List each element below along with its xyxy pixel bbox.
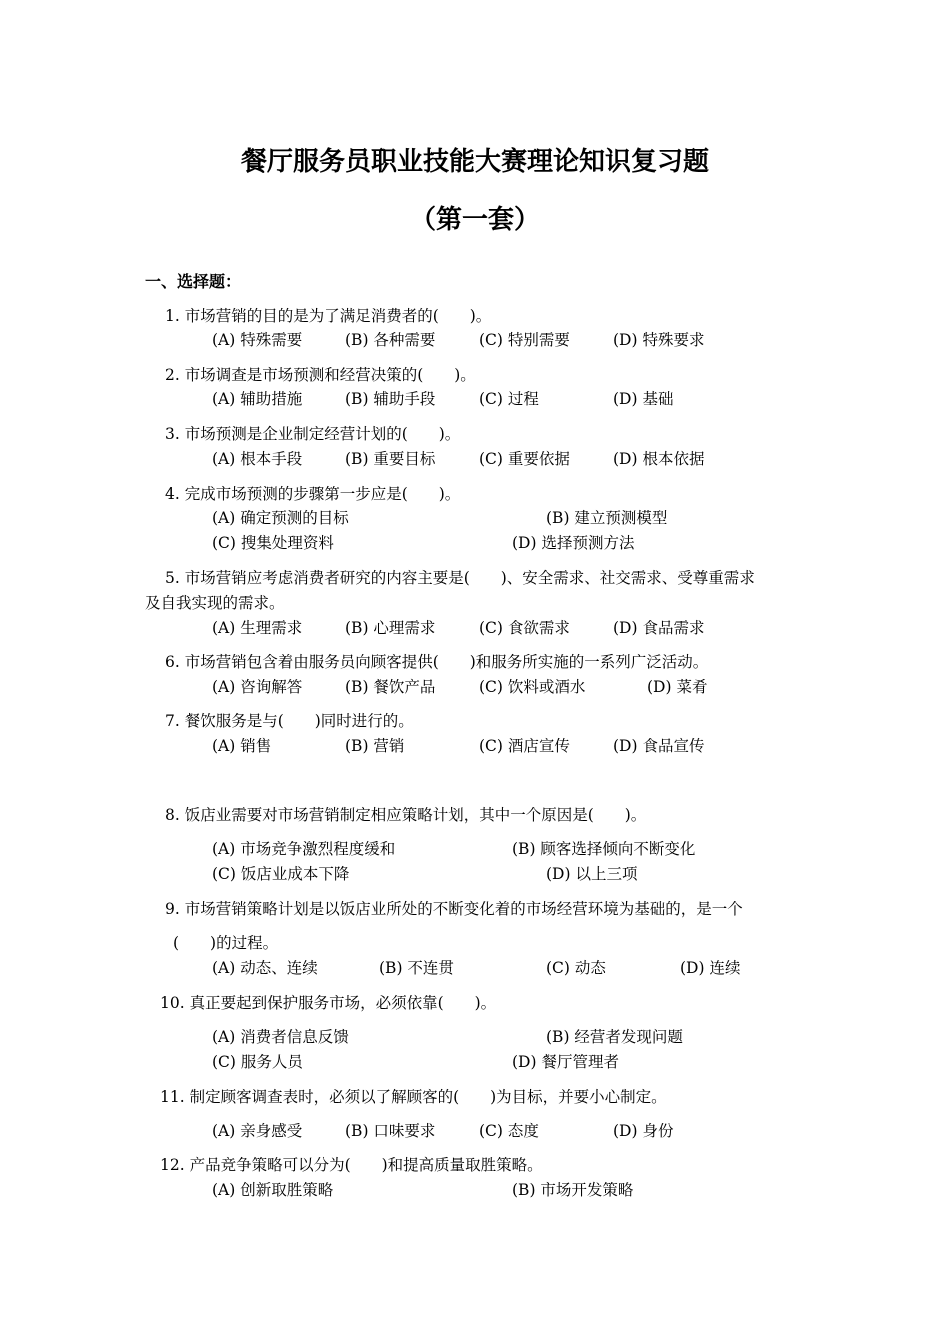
option-b: (B) 重要目标	[345, 450, 436, 468]
option-d: (D) 以上三项	[546, 865, 638, 883]
option-b: (B) 心理需求	[345, 619, 436, 637]
option-b: (B) 建立预测模型	[546, 509, 668, 527]
option-a: (A) 亲身感受	[212, 1122, 303, 1140]
option-a: (A) 消费者信息反馈	[212, 1028, 349, 1046]
option-d: (D) 基础	[613, 390, 674, 408]
option-d: (D) 餐厅管理者	[512, 1053, 619, 1071]
question-stem: 8. 饭店业需要对市场营销制定相应策略计划，其中一个原因是( )。	[165, 806, 647, 824]
option-c: (C) 服务人员	[212, 1053, 303, 1071]
option-b: (B) 营销	[345, 737, 405, 755]
option-d: (D) 食品需求	[613, 619, 705, 637]
question-stem: 2. 市场调查是市场预测和经营决策的( )。	[165, 366, 476, 384]
option-b: (B) 顾客选择倾向不断变化	[512, 840, 696, 858]
option-c: (C) 饭店业成本下降	[212, 865, 350, 883]
option-a: (A) 确定预测的目标	[212, 509, 349, 527]
option-a: (A) 辅助措施	[212, 390, 303, 408]
section-heading: 一、选择题：	[145, 272, 242, 291]
option-d: (D) 连续	[680, 959, 741, 977]
option-c: (C) 食欲需求	[479, 619, 570, 637]
option-c: (C) 酒店宣传	[479, 737, 570, 755]
option-b: (B) 各种需要	[345, 331, 436, 349]
option-a: (A) 特殊需要	[212, 331, 303, 349]
option-c: (C) 重要依据	[479, 450, 570, 468]
option-c: (C) 过程	[479, 390, 539, 408]
option-a: (A) 根本手段	[212, 450, 303, 468]
option-a: (A) 销售	[212, 737, 272, 755]
question-stem: 5. 市场营销应考虑消费者研究的内容主要是( )、安全需求、社交需求、受尊重需求	[165, 569, 755, 587]
question-stem: 12. 产品竞争策略可以分为( )和提高质量取胜策略。	[160, 1156, 543, 1174]
option-c: (C) 特别需要	[479, 331, 570, 349]
option-b: (B) 不连贯	[379, 959, 454, 977]
option-d: (D) 身份	[613, 1122, 674, 1140]
option-b: (B) 市场开发策略	[512, 1181, 634, 1199]
option-a: (A) 动态、连续	[212, 959, 318, 977]
question-stem: 9. 市场营销策略计划是以饭店业所处的不断变化着的市场经营环境为基础的，是一个	[165, 900, 743, 918]
option-b: (B) 经营者发现问题	[546, 1028, 683, 1046]
option-a: (A) 市场竞争激烈程度缓和	[212, 840, 396, 858]
option-c: (C) 态度	[479, 1122, 539, 1140]
question-stem: 10. 真正要起到保护服务市场，必须依靠( )。	[160, 994, 497, 1012]
option-b: (B) 口味要求	[345, 1122, 436, 1140]
question-stem-continued: 及自我实现的需求。	[145, 594, 285, 612]
question-stem: 6. 市场营销包含着由服务员向顾客提供( )和服务所实施的一系列广泛活动。	[165, 653, 709, 671]
option-d: (D) 菜肴	[647, 678, 708, 696]
option-a: (A) 咨询解答	[212, 678, 303, 696]
option-d: (D) 选择预测方法	[512, 534, 635, 552]
question-stem-continued: ( )的过程。	[173, 934, 279, 952]
option-c: (C) 搜集处理资料	[212, 534, 334, 552]
question-stem: 11. 制定顾客调查表时，必须以了解顾客的( )为目标，并要小心制定。	[160, 1088, 667, 1106]
option-a: (A) 创新取胜策略	[212, 1181, 334, 1199]
option-b: (B) 餐饮产品	[345, 678, 436, 696]
question-stem: 7. 餐饮服务是与( )同时进行的。	[165, 712, 414, 730]
option-d: (D) 特殊要求	[613, 331, 705, 349]
document-subtitle: （第一套）	[409, 205, 540, 235]
option-a: (A) 生理需求	[212, 619, 303, 637]
document-title: 餐厅服务员职业技能大赛理论知识复习题	[240, 147, 709, 177]
question-stem: 4. 完成市场预测的步骤第一步应是( )。	[165, 485, 461, 503]
option-d: (D) 食品宣传	[613, 737, 705, 755]
question-stem: 3. 市场预测是企业制定经营计划的( )。	[165, 425, 461, 443]
option-c: (C) 饮料或酒水	[479, 678, 586, 696]
option-b: (B) 辅助手段	[345, 390, 436, 408]
option-c: (C) 动态	[546, 959, 606, 977]
question-stem: 1. 市场营销的目的是为了满足消费者的( )。	[165, 307, 492, 325]
option-d: (D) 根本依据	[613, 450, 705, 468]
